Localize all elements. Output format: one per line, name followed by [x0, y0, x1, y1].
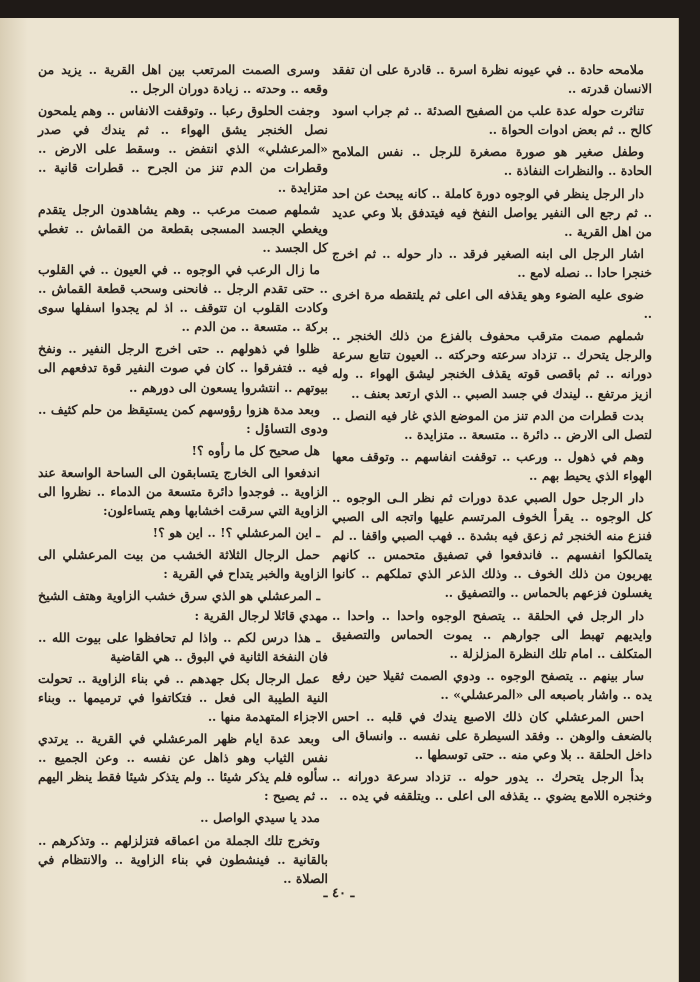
paragraph: وبعد عدة ايام ظهر المرعشلي في القرية ‥ يرتدي نفس الثياب وهو ذاهل عن نفسه ‥ وعن الجميع ‥ سألوه فلم يذكر شيئا ‥ ولم يتذكر شيئا فقط ينظر اليهم ‥ ثم يصيح :: [38, 731, 328, 804]
paragraph: ـ المرعشلي هو الذي سرق خشب الزاوية وهتف الشيخ مهدي قائلا لرجال القرية :: [38, 588, 328, 623]
paragraph: عمل الرجال بكل جهدهم ‥ في بناء الزاوية ‥ تحولت النية الطيبة الى فعل ‥ فتكاتفوا في ترميمها ‥ وبناء الاجزاء المتهدمة منها ‥: [38, 670, 328, 724]
paragraph: وطفل صغير هو صورة مصغرة للرجل ‥ نفس الملامح الحادة ‥ والنظرات النفاذة ‥: [332, 144, 652, 179]
paragraph: هل صحيح كل ما رأوه ؟!: [191, 442, 320, 458]
paragraph: ـ هذا درس لكم ‥ واذا لم تحافظوا على بيوت الله ‥ فان النفخة الثانية في البوق ‥ هي القاضية: [38, 629, 328, 664]
paragraph: اندفعوا الى الخارج يتسابقون الى الساحة الواسعة عند الزاوية ‥ فوجدوا دائرة متسعة من الدماء ‥ نظروا الى الزاوية التي سرقت اخشابها وهم يتساءلون:: [38, 464, 328, 519]
paragraph: سار بينهم ‥ يتصفح الوجوه ‥ ودوي الصمت ثقيلا حين رفع يده ‥ واشار باصبعه الى «المرعشلي» ‥: [332, 667, 652, 702]
paragraph: احس المرعشلي كان ذلك الاصبع يندك في قلبه ‥ احس بالضعف والوهن ‥ وفقد السيطرة على نفسه ‥ وانساق الى داخل الحلقة ‥ بلا وعي منه ‥ حتى توسطها ‥: [332, 709, 652, 763]
paragraph: ظلوا في ذهولهم ‥ حتى اخرج الرجل النفير ‥ ونفخ فيه ‥ فتفرقوا ‥ كان في صوت النفير قوة تدفعهم الى بيوتهم ‥ انتشروا يسعون الى دورهم ‥: [38, 341, 328, 395]
paragraph: شملهم صمت مترقب محفوف بالفزع من ذلك الخنجر ‥ والرجل يتحرك ‥ تزداد سرعته وحركته ‥ العيون تتابع سرعة دورانه ‥ ثم باقصى قوته يقذف الخنجر ليشق الهواء ‥ وله ازيز مرتفع ‥ ليندك في جسد الصبي ‥ الذي ارتعد بعنف ‥: [332, 328, 652, 401]
paragraph: ـ اين المرعشلي ؟! ‥ اين هو ؟!: [152, 525, 320, 541]
right-text-column: [332, 60, 652, 808]
page-binding-shadow: [0, 18, 28, 982]
paragraph: بدت قطرات من الدم تنز من الموضع الذي غار فيه النصل ‥ لتصل الى الارض ‥ دائرة ‥ متسعة ‥ متزايدة ‥: [332, 407, 652, 442]
paragraph: وهم في ذهول ‥ ورعب ‥ توقفت انفاسهم ‥ وتوقف معها الهواء الذي يحيط بهم ‥: [332, 448, 652, 483]
paragraph: وتخرج تلك الجملة من اعماقه فتزلزلهم ‥ وتذكرهم ‥ بالقانية ‥ فينشطون في بناء الزاوية ‥ والانتظام في الصلاة ‥: [38, 832, 328, 886]
paragraph: مدد يا سيدي الواصل ‥: [200, 810, 320, 826]
paragraph: دار الرجل ينظر في الوجوه دورة كاملة ‥ كانه يبحث عن احد ‥ ثم رجع الى النفير يواصل النفخ فيه فيتدفق بلا وعي عديد من اهل القرية ‥: [332, 185, 652, 239]
paragraph: شملهم صمت مرعب ‥ وهم يشاهدون الرجل يتقدم ويغطي الجسد المسجى بقطعة من القماش ‥ تغطي كل الجسد ‥: [38, 201, 328, 255]
page-number: ـ ٤٠ ـ: [323, 886, 355, 901]
paragraph: وجفت الحلوق رعبا ‥ وتوقفت الانفاس ‥ وهم يلمحون نصل الخنجر يشق الهواء ‥ ثم يندك في صدر «المرعشلي» الذي انتفض ‥ وسقط على الارض ‥ وقطرات من الدم تنز من الجرح ‥ قطرات قانية ‥ متزايدة ‥: [38, 103, 328, 195]
paragraph: تناثرت حوله عدة علب من الصفيح الصدئة ‥ ثم جراب اسود كالح ‥ ثم بعض ادوات الحواة ‥: [332, 103, 652, 138]
book-page: [0, 18, 679, 982]
paragraph: اشار الرجل الى ابنه الصغير فرقد ‥ دار حوله ‥ ثم اخرج خنجرا حادا ‥ نصله لامع ‥: [332, 245, 652, 280]
left-text-column: [38, 60, 328, 891]
paragraph: ملامحه حادة ‥ في عيونه نظرة اسرة ‥ قادرة على ان تفقد الانسان قدرته ‥: [332, 62, 652, 97]
paragraph: حمل الرجال الثلاثة الخشب من بيت المرعشلي الى الزاوية والخبر يتداح في القرية :: [38, 547, 328, 582]
paragraph: وسرى الصمت المرتعب بين اهل القرية ‥ يزيد من وقعه ‥ وحدته ‥ زيادة دوران الرجل ‥: [38, 62, 328, 97]
paragraph: وبعد مدة هزوا رؤوسهم كمن يستيقظ من حلم كثيف ‥ ودوى التساؤل :: [38, 401, 328, 436]
paragraph: بدأ الرجل يتحرك ‥ يدور حوله ‥ تزداد سرعة دورانه ‥ وخنجره اللامع يضوي ‥ يقذفه الى اعلى ‥ ويتلقفه في يده ‥: [332, 769, 652, 804]
paragraph: ما زال الرعب في الوجوه ‥ في العيون ‥ في القلوب ‥ حتى تقدم الرجل ‥ فانحنى وسحب قطعة القماش ‥ وكادت القلوب ان تتوقف ‥ اذ لم يجدوا اسفلها سوى بركة ‥ متسعة ‥ من الدم ‥: [38, 261, 328, 335]
paragraph: ضوى عليه الضوء وهو يقذفه الى اعلى ثم يلتقطه مرة اخرى ‥: [332, 287, 652, 322]
paragraph: دار الرجل في الحلقة ‥ يتصفح الوجوه واحدا ‥ واحدا ‥ وايديهم تهبط الى جوارهم ‥ يموت الحماس والتصفيق المتكلف ‥ امام تلك النظرة المزلزلة ‥: [332, 607, 652, 661]
paragraph: دار الرجل حول الصبي عدة دورات ثم نظر الـى الوجوه ‥ كل الوجوه ‥ يقرأ الخوف المرتسم عليها واتجه الى الصبي فنزع منه الخنجر ثم زعق فيه بشدة ‥ فهب الصبي واقفا ‥ لم يتمالكوا انفسهم ‥ فاندفعوا في تصفيق متحمس ‥ كانهم يهربون من ذلك الخوف ‥ وذلك الذعر الذي تملكهم ‥ كانوا يغسلون فزعهم بالحماس ‥ والتصفيق ‥: [332, 489, 652, 601]
